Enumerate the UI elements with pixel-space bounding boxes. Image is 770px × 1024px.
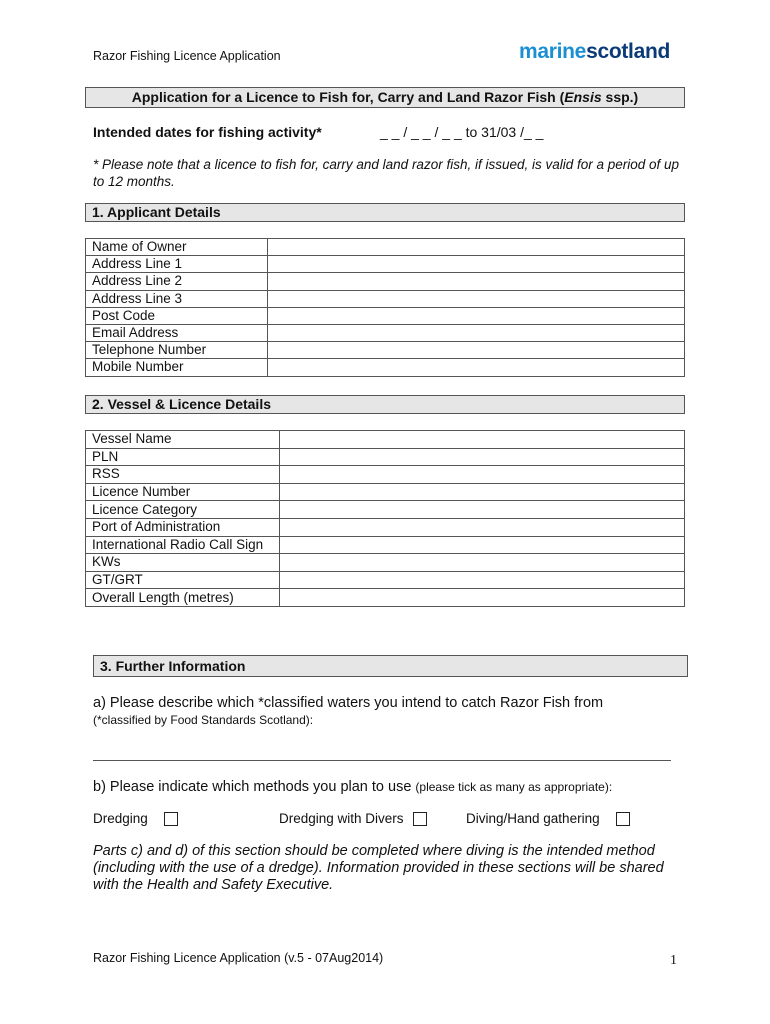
vessel-row — [86, 536, 685, 554]
applicant-row — [86, 256, 685, 273]
applicant-row — [86, 324, 685, 341]
applicant-row — [86, 307, 685, 324]
vessel-value-field[interactable] — [280, 589, 685, 607]
dates-label: Intended dates for fishing activity* — [93, 124, 322, 140]
method-label-diving-hand: Diving/Hand gathering — [466, 811, 600, 826]
applicant-row — [86, 359, 685, 376]
applicant-value-field[interactable] — [268, 342, 685, 359]
vessel-row — [86, 571, 685, 589]
vessel-value-field[interactable] — [280, 448, 685, 466]
vessel-row — [86, 448, 685, 466]
question-b-note: (please tick as many as appropriate): — [415, 780, 613, 794]
applicant-row — [86, 290, 685, 307]
vessel-label: International Radio Call Sign — [86, 536, 280, 554]
vessel-label: RSS — [86, 466, 280, 484]
section-applicant-heading: 1. Applicant Details — [85, 203, 685, 222]
question-b-text: b) Please indicate which methods you plan to use — [93, 779, 412, 795]
vessel-value-field[interactable] — [280, 431, 685, 449]
applicant-value-field[interactable] — [268, 290, 685, 307]
applicant-value-field[interactable] — [268, 273, 685, 290]
vessel-label: Licence Number — [86, 483, 280, 501]
page-title: Application for a Licence to Fish for, Carry and Land Razor Fish (Ensis ssp.) — [85, 87, 685, 108]
validity-note: * Please note that a licence to fish for, carry and land razor fish, if issued, is valid for a period of up to 12 months. — [93, 157, 680, 189]
applicant-label: Telephone Number — [86, 342, 268, 359]
vessel-row — [86, 466, 685, 484]
applicant-label: Email Address — [86, 324, 268, 341]
vessel-label: Overall Length (metres) — [86, 589, 280, 607]
applicant-row — [86, 342, 685, 359]
vessel-label: Licence Category — [86, 501, 280, 519]
vessel-value-field[interactable] — [280, 571, 685, 589]
logo-part-marine: marine — [519, 40, 587, 63]
dredging-divers-checkbox[interactable] — [413, 812, 427, 826]
question-b — [93, 779, 612, 795]
vessel-value-field[interactable] — [280, 536, 685, 554]
question-a: a) Please describe which *classified waters you intend to catch Razor Fish from — [93, 695, 604, 711]
section-vessel-heading: 2. Vessel & Licence Details — [85, 395, 685, 414]
vessel-value-field[interactable] — [280, 518, 685, 536]
vessel-value-field[interactable] — [280, 501, 685, 519]
vessel-row — [86, 501, 685, 519]
applicant-label: Post Code — [86, 307, 268, 324]
vessel-label: Vessel Name — [86, 431, 280, 449]
vessel-row — [86, 589, 685, 607]
applicant-details-table — [85, 238, 685, 377]
vessel-value-field[interactable] — [280, 483, 685, 501]
vessel-row — [86, 483, 685, 501]
applicant-label: Address Line 3 — [86, 290, 268, 307]
method-label-dredging-divers: Dredging with Divers — [279, 811, 404, 826]
parts-note: Parts c) and d) of this section should be completed where diving is the intended method (including with the use of a dredge). Information provided in these sections will be shared with the Health and Safety Executive. — [93, 843, 664, 893]
applicant-label: Mobile Number — [86, 359, 268, 376]
marine-scotland-logo — [519, 40, 670, 64]
method-option-dredging-divers[interactable] — [279, 811, 427, 826]
logo-part-scotland: scotland — [586, 40, 671, 63]
vessel-value-field[interactable] — [280, 554, 685, 572]
page-number: 1 — [670, 953, 677, 968]
vessel-label: KWs — [86, 554, 280, 572]
classified-waters-answer-line[interactable] — [93, 760, 671, 761]
method-option-diving-hand[interactable] — [466, 811, 630, 826]
applicant-value-field[interactable] — [268, 324, 685, 341]
vessel-label: GT/GRT — [86, 571, 280, 589]
header-title: Razor Fishing Licence Application — [93, 49, 281, 63]
vessel-label: PLN — [86, 448, 280, 466]
applicant-label: Address Line 1 — [86, 256, 268, 273]
footer-text: Razor Fishing Licence Application (v.5 - 07Aug2014) — [93, 951, 384, 965]
vessel-value-field[interactable] — [280, 466, 685, 484]
applicant-label: Address Line 2 — [86, 273, 268, 290]
applicant-value-field[interactable] — [268, 239, 685, 256]
vessel-row — [86, 554, 685, 572]
method-option-dredging[interactable] — [93, 811, 178, 826]
applicant-value-field[interactable] — [268, 359, 685, 376]
applicant-value-field[interactable] — [268, 256, 685, 273]
dates-field[interactable]: _ _ / _ _ / _ _ to 31/03 /_ _ — [380, 124, 544, 140]
question-a-note: (*classified by Food Standards Scotland): — [93, 713, 314, 727]
diving-hand-checkbox[interactable] — [616, 812, 630, 826]
vessel-label: Port of Administration — [86, 518, 280, 536]
vessel-row — [86, 431, 685, 449]
applicant-label: Name of Owner — [86, 239, 268, 256]
vessel-row — [86, 518, 685, 536]
section-further-info-heading: 3. Further Information — [93, 655, 688, 677]
applicant-value-field[interactable] — [268, 307, 685, 324]
applicant-row — [86, 273, 685, 290]
applicant-row — [86, 239, 685, 256]
dredging-checkbox[interactable] — [164, 812, 178, 826]
vessel-details-table — [85, 430, 685, 607]
method-label-dredging: Dredging — [93, 811, 148, 826]
